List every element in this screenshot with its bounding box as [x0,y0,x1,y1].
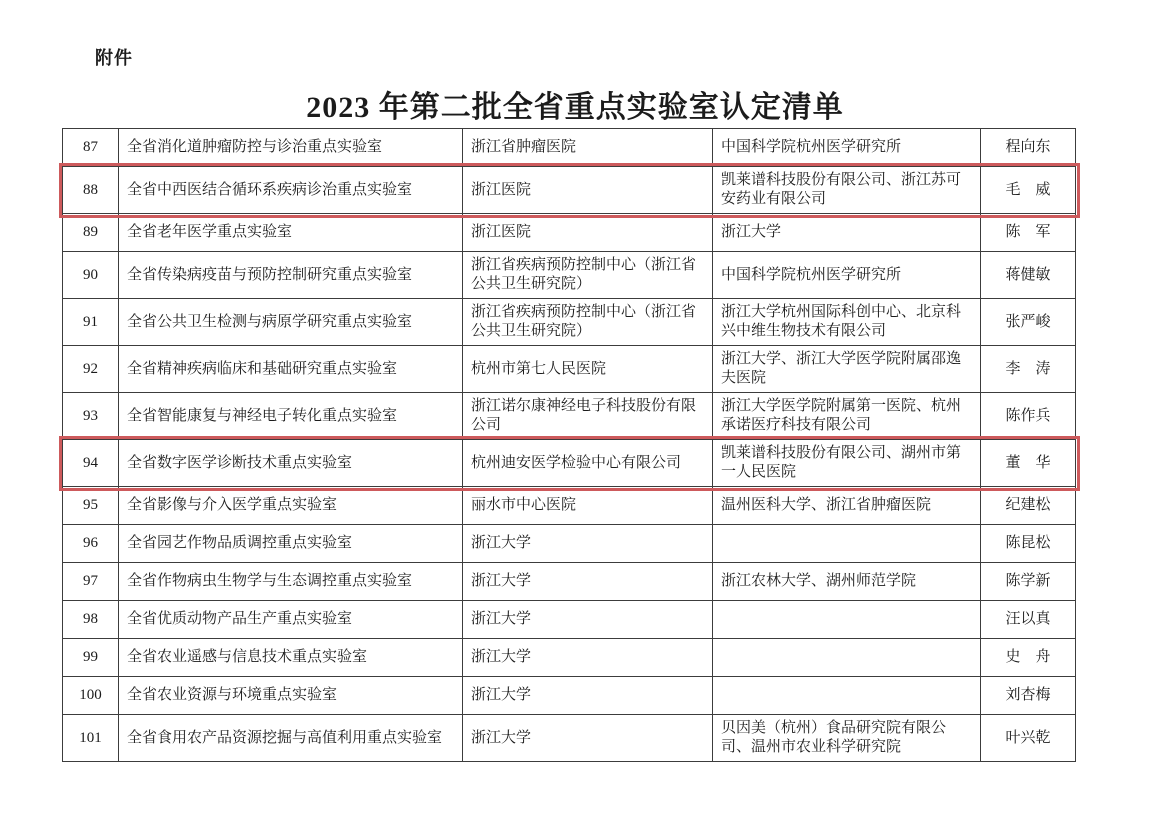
cell-row-number: 90 [63,252,119,299]
cell-row-number: 100 [63,677,119,715]
cell-lab-name: 全省优质动物产品生产重点实验室 [119,601,463,639]
table-row-highlighted [63,167,1076,214]
cell-row-number: 95 [63,487,119,525]
table-row [63,525,1076,563]
table-row [63,677,1076,715]
table-row [63,487,1076,525]
cell-director-name: 董 华 [981,440,1076,487]
cell-partner-institutions [713,525,981,563]
cell-partner-institutions: 中国科学院杭州医学研究所 [713,252,981,299]
cell-host-institution: 浙江诺尔康神经电子科技股份有限公司 [463,393,713,440]
cell-partner-institutions: 凯莱谱科技股份有限公司、浙江苏可安药业有限公司 [713,167,981,214]
cell-row-number: 98 [63,601,119,639]
cell-partner-institutions: 浙江大学杭州国际科创中心、北京科兴中维生物技术有限公司 [713,299,981,346]
cell-director-name: 汪以真 [981,601,1076,639]
cell-director-name: 张严峻 [981,299,1076,346]
cell-partner-institutions: 贝因美（杭州）食品研究院有限公司、温州市农业科学研究院 [713,715,981,762]
cell-row-number: 87 [63,129,119,167]
cell-host-institution: 浙江省肿瘤医院 [463,129,713,167]
attachment-label: 附件 [95,48,133,68]
cell-host-institution: 浙江大学 [463,715,713,762]
cell-host-institution: 浙江医院 [463,214,713,252]
cell-lab-name: 全省传染病疫苗与预防控制研究重点实验室 [119,252,463,299]
cell-row-number: 97 [63,563,119,601]
key-laboratories-table [62,128,1076,762]
cell-partner-institutions: 温州医科大学、浙江省肿瘤医院 [713,487,981,525]
cell-lab-name: 全省农业资源与环境重点实验室 [119,677,463,715]
cell-row-number: 91 [63,299,119,346]
cell-row-number: 89 [63,214,119,252]
cell-lab-name: 全省精神疾病临床和基础研究重点实验室 [119,346,463,393]
table-row [63,299,1076,346]
cell-lab-name: 全省作物病虫生物学与生态调控重点实验室 [119,563,463,601]
table-row [63,563,1076,601]
cell-row-number: 101 [63,715,119,762]
cell-lab-name: 全省数字医学诊断技术重点实验室 [119,440,463,487]
table-row [63,639,1076,677]
cell-host-institution: 浙江医院 [463,167,713,214]
cell-director-name: 叶兴乾 [981,715,1076,762]
cell-partner-institutions [713,601,981,639]
cell-host-institution: 浙江省疾病预防控制中心（浙江省公共卫生研究院） [463,252,713,299]
table-row [63,129,1076,167]
cell-lab-name: 全省食用农产品资源挖掘与高值利用重点实验室 [119,715,463,762]
cell-row-number: 93 [63,393,119,440]
page-title: 2023 年第二批全省重点实验室认定清单 [306,91,844,124]
cell-director-name: 刘杏梅 [981,677,1076,715]
cell-partner-institutions [713,639,981,677]
cell-host-institution: 丽水市中心医院 [463,487,713,525]
cell-lab-name: 全省公共卫生检测与病原学研究重点实验室 [119,299,463,346]
table-row [63,346,1076,393]
cell-row-number: 94 [63,440,119,487]
cell-lab-name: 全省老年医学重点实验室 [119,214,463,252]
cell-host-institution: 浙江大学 [463,639,713,677]
cell-host-institution: 浙江省疾病预防控制中心（浙江省公共卫生研究院） [463,299,713,346]
cell-director-name: 李 涛 [981,346,1076,393]
cell-director-name: 陈学新 [981,563,1076,601]
cell-row-number: 88 [63,167,119,214]
cell-lab-name: 全省消化道肿瘤防控与诊治重点实验室 [119,129,463,167]
cell-director-name: 陈 军 [981,214,1076,252]
cell-partner-institutions: 凯莱谱科技股份有限公司、湖州市第一人民医院 [713,440,981,487]
table-row [63,252,1076,299]
cell-host-institution: 浙江大学 [463,677,713,715]
cell-host-institution: 杭州市第七人民医院 [463,346,713,393]
table-row [63,214,1076,252]
cell-lab-name: 全省智能康复与神经电子转化重点实验室 [119,393,463,440]
cell-partner-institutions: 浙江大学医学院附属第一医院、杭州承诺医疗科技有限公司 [713,393,981,440]
cell-row-number: 92 [63,346,119,393]
cell-lab-name: 全省中西医结合循环系疾病诊治重点实验室 [119,167,463,214]
cell-director-name: 蒋健敏 [981,252,1076,299]
cell-partner-institutions: 浙江农林大学、湖州师范学院 [713,563,981,601]
cell-host-institution: 浙江大学 [463,525,713,563]
table-row [63,393,1076,440]
cell-row-number: 99 [63,639,119,677]
cell-director-name: 纪建松 [981,487,1076,525]
table-row-highlighted [63,440,1076,487]
cell-host-institution: 杭州迪安医学检验中心有限公司 [463,440,713,487]
cell-director-name: 史 舟 [981,639,1076,677]
cell-row-number: 96 [63,525,119,563]
cell-partner-institutions: 浙江大学 [713,214,981,252]
cell-director-name: 陈昆松 [981,525,1076,563]
cell-partner-institutions: 中国科学院杭州医学研究所 [713,129,981,167]
table-row [63,601,1076,639]
cell-partner-institutions: 浙江大学、浙江大学医学院附属邵逸夫医院 [713,346,981,393]
table-row [63,715,1076,762]
cell-director-name: 毛 威 [981,167,1076,214]
cell-lab-name: 全省影像与介入医学重点实验室 [119,487,463,525]
cell-lab-name: 全省农业遥感与信息技术重点实验室 [119,639,463,677]
cell-host-institution: 浙江大学 [463,601,713,639]
cell-host-institution: 浙江大学 [463,563,713,601]
cell-partner-institutions [713,677,981,715]
cell-director-name: 程向东 [981,129,1076,167]
cell-lab-name: 全省园艺作物品质调控重点实验室 [119,525,463,563]
cell-director-name: 陈作兵 [981,393,1076,440]
